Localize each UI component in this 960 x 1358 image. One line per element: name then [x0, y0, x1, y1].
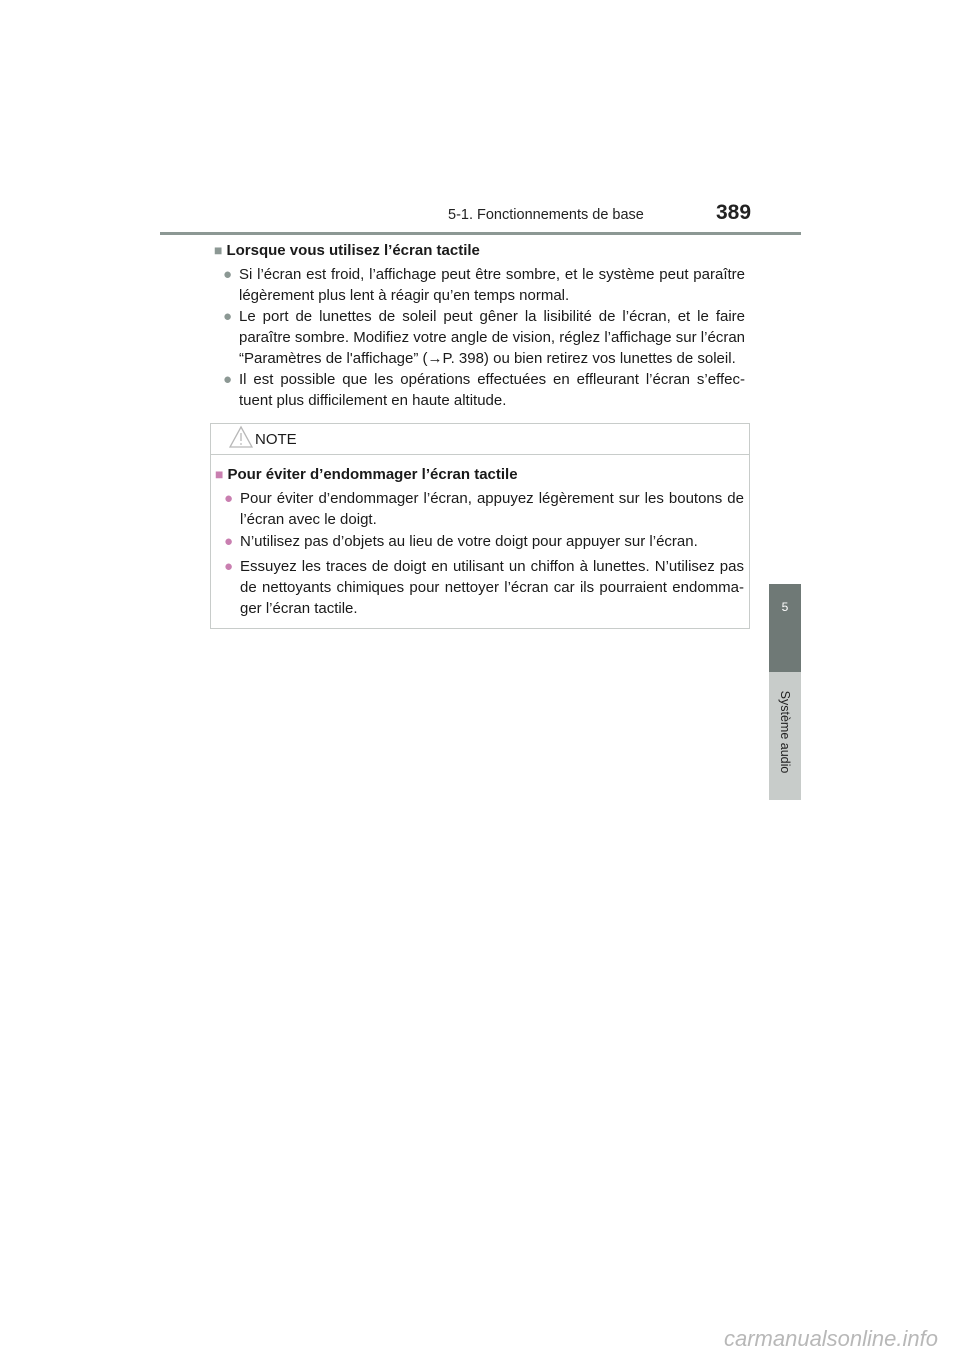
circle-bullet-icon: ●: [224, 533, 234, 550]
list-item-text: Il est possible que les opérations effectuées en effleurant l’écran s’effectuent plus difficilement en haute altitude.: [239, 371, 745, 409]
list-item-text: Le port de lunettes de soleil peut gêner la lisibilité de l’écran, et le faire paraître sombre. Modifiez votre angle de vision, réglez l’affichage sur l’écran “Paramètres de l'affichage” (→P. 398) ou bien retirez vos lunettes de soleil.: [239, 308, 745, 367]
note-list-item-text: Pour éviter d’endommager l’écran, appuyez légèrement sur les boutons de l’écran avec le doigt.: [240, 490, 744, 528]
list-item: [223, 306, 745, 369]
note-list-item: [224, 488, 744, 530]
note-list-item-text: Essuyez les traces de doigt en utilisant un chiffon à lunettes. N’utilisez pas de nettoyants chimiques pour nettoyer l’écran car ils pourraient endommager l’écran tactile.: [240, 558, 744, 617]
circle-bullet-icon: ●: [224, 558, 234, 575]
watermark: carmanualsonline.info: [723, 1326, 938, 1351]
section-heading: [214, 242, 480, 259]
warning-triangle-icon: [229, 425, 253, 449]
section-heading-text: Lorsque vous utilisez l’écran tactile: [226, 242, 480, 259]
circle-bullet-icon: ●: [223, 371, 233, 388]
note-heading: [215, 466, 518, 483]
running-header-section: 5-1. Fonctionnements de base: [448, 207, 644, 223]
chapter-label: Système audio: [778, 690, 792, 774]
square-bullet-icon: ■: [215, 466, 224, 482]
list-item: [223, 369, 745, 411]
header-rule: [160, 232, 801, 235]
circle-bullet-icon: ●: [223, 266, 233, 283]
circle-bullet-icon: ●: [223, 308, 233, 325]
note-list-item: [224, 531, 744, 552]
note-list-item-text: N’utilisez pas d’objets au lieu de votre doigt pour appuyer sur l’écran.: [240, 533, 698, 550]
chapter-tab: [769, 584, 801, 672]
page-number: 389: [716, 201, 752, 224]
note-box: [210, 423, 750, 629]
note-heading-text: Pour éviter d’endommager l’écran tactile: [227, 466, 518, 483]
chapter-number: 5: [781, 600, 789, 614]
note-list-item: [224, 556, 744, 619]
note-title: NOTE: [255, 431, 297, 448]
list-item: [223, 264, 745, 306]
square-bullet-icon: ■: [214, 242, 223, 258]
circle-bullet-icon: ●: [224, 490, 234, 507]
list-item-text: Si l’écran est froid, l’affichage peut être sombre, et le système peut paraître légèrement plus lent à réagir qu’en temps normal.: [239, 266, 745, 304]
note-header: [211, 424, 749, 455]
